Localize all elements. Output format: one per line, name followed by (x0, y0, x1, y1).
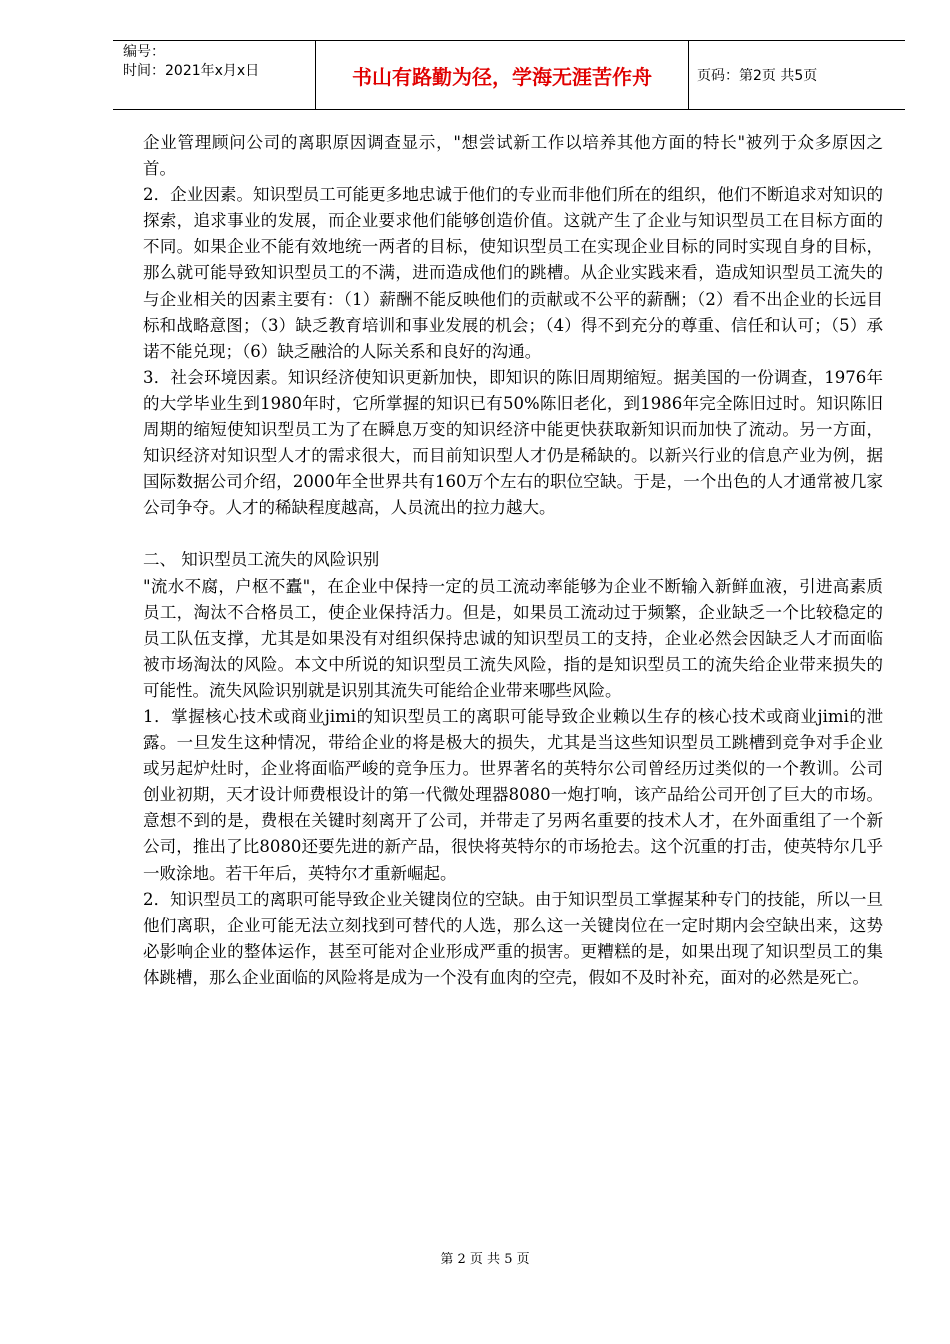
page-header (113, 40, 905, 110)
section-heading: 二、 知识型员工流失的风险识别 (143, 550, 380, 570)
paragraph: 3．社会环境因素。知识经济使知识更新加快，即知识的陈旧周期缩短。据美国的一份调查，1976年的大学毕业生到1980年时，它所掌握的知识已有50%陈旧老化，到1986年完全陈旧过时。知识陈旧周期的缩短使知识型员工为了在瞬息万变的知识经济中能更快获取新知识而加快了流动。另一方面，知识经济对知识型人才的需求很大，而目前知识型人才仍是稀缺的。以新兴行业的信息产业为例，据国际数据公司介绍，2000年全世界共有160万个左右的职位空缺。于是，一个出色的人才通常被几家公司争夺。人才的稀缺程度越高，人员流出的拉力越大。 (143, 367, 883, 518)
paragraph: 2．知识型员工的离职可能导致企业关键岗位的空缺。由于知识型员工掌握某种专门的技能，所以一旦他们离职，企业可能无法立刻找到可替代的人选，那么这一关键岗位在一定时期内会空缺出来，这势必影响企业的整体运作，甚至可能对企业形成严重的损害。更糟糕的是，如果出现了知识型员工的集体跳槽，那么企业面临的风险将是成为一个没有血肉的空壳，假如不及时补充，面对的必然是死亡。 (143, 889, 883, 987)
header-page-info: 页码：第2页 共5页 (697, 68, 818, 84)
blank-line (143, 521, 883, 547)
header-motto: 书山有路勤为径，学海无涯苦作舟 (315, 41, 689, 109)
paragraph: "流水不腐，户枢不蠹"，在企业中保持一定的员工流动率能够为企业不断输入新鲜血液，引进高素质员工，淘汰不合格员工，使企业保持活力。但是，如果员工流动过于频繁，企业缺乏一个比较稳定的员工队伍支撑，尤其是如果没有对组织保持忠诚的知识型员工的支持，企业必然会因缺乏人才而面临被市场淘汰的风险。本文中所说的知识型员工流失风险，指的是知识型员工的流失给企业带来损失的可能性。流失风险识别就是识别其流失可能给企业带来哪些风险。 (143, 576, 883, 700)
paragraph: 企业管理顾问公司的离职原因调查显示，"想尝试新工作以培养其他方面的特长"被列于众多原因之首。 (143, 133, 883, 179)
page-footer: 第 2 页 共 5 页 (440, 1252, 530, 1267)
header-time-label: 时间：2021年x月x日 (123, 63, 260, 79)
paragraph: 1．掌握核心技术或商业jimi的知识型员工的离职可能导致企业赖以生存的核心技术或商业jimi的泄露。一旦发生这种情况，带给企业的将是极大的损失，尤其是当这些知识型员工跳槽到竞争对手企业或另起炉灶时，企业将面临严峻的竞争压力。世界著名的英特尔公司曾经历过类似的一个教训。公司创业初期，天才设计师费根设计的第一代微处理器8080一炮打响，该产品给公司开创了巨大的市场。意想不到的是，费根在关键时刻离开了公司，并带走了另两名重要的技术人才，在外面重组了一个新公司，推出了比8080还要先进的新产品，很快将英特尔的市场抢去。这个沉重的打击，使英特尔几乎一败涂地。若干年后，英特尔才重新崛起。 (143, 706, 883, 883)
paragraph: 2．企业因素。知识型员工可能更多地忠诚于他们的专业而非他们所在的组织，他们不断追求对知识的探索，追求事业的发展，而企业要求他们能够创造价值。这就产生了企业与知识型员工在目标方面的不同。如果企业不能有效地统一两者的目标，使知识型员工在实现企业目标的同时实现自身的目标，那么就可能导致知识型员工的不满，进而造成他们的跳槽。从企业实践来看，造成知识型员工流失的与企业相关的因素主要有：（1）薪酬不能反映他们的贡献或不公平的薪酬；（2）看不出企业的长远目标和战略意图；（3）缺乏教育培训和事业发展的机会；（4）得不到充分的尊重、信任和认可；（5）承诺不能兑现；（6）缺乏融洽的人际关系和良好的沟通。 (143, 185, 883, 361)
header-code-label: 编号： (123, 44, 165, 60)
document-body (143, 130, 883, 991)
header-meta (113, 41, 315, 109)
